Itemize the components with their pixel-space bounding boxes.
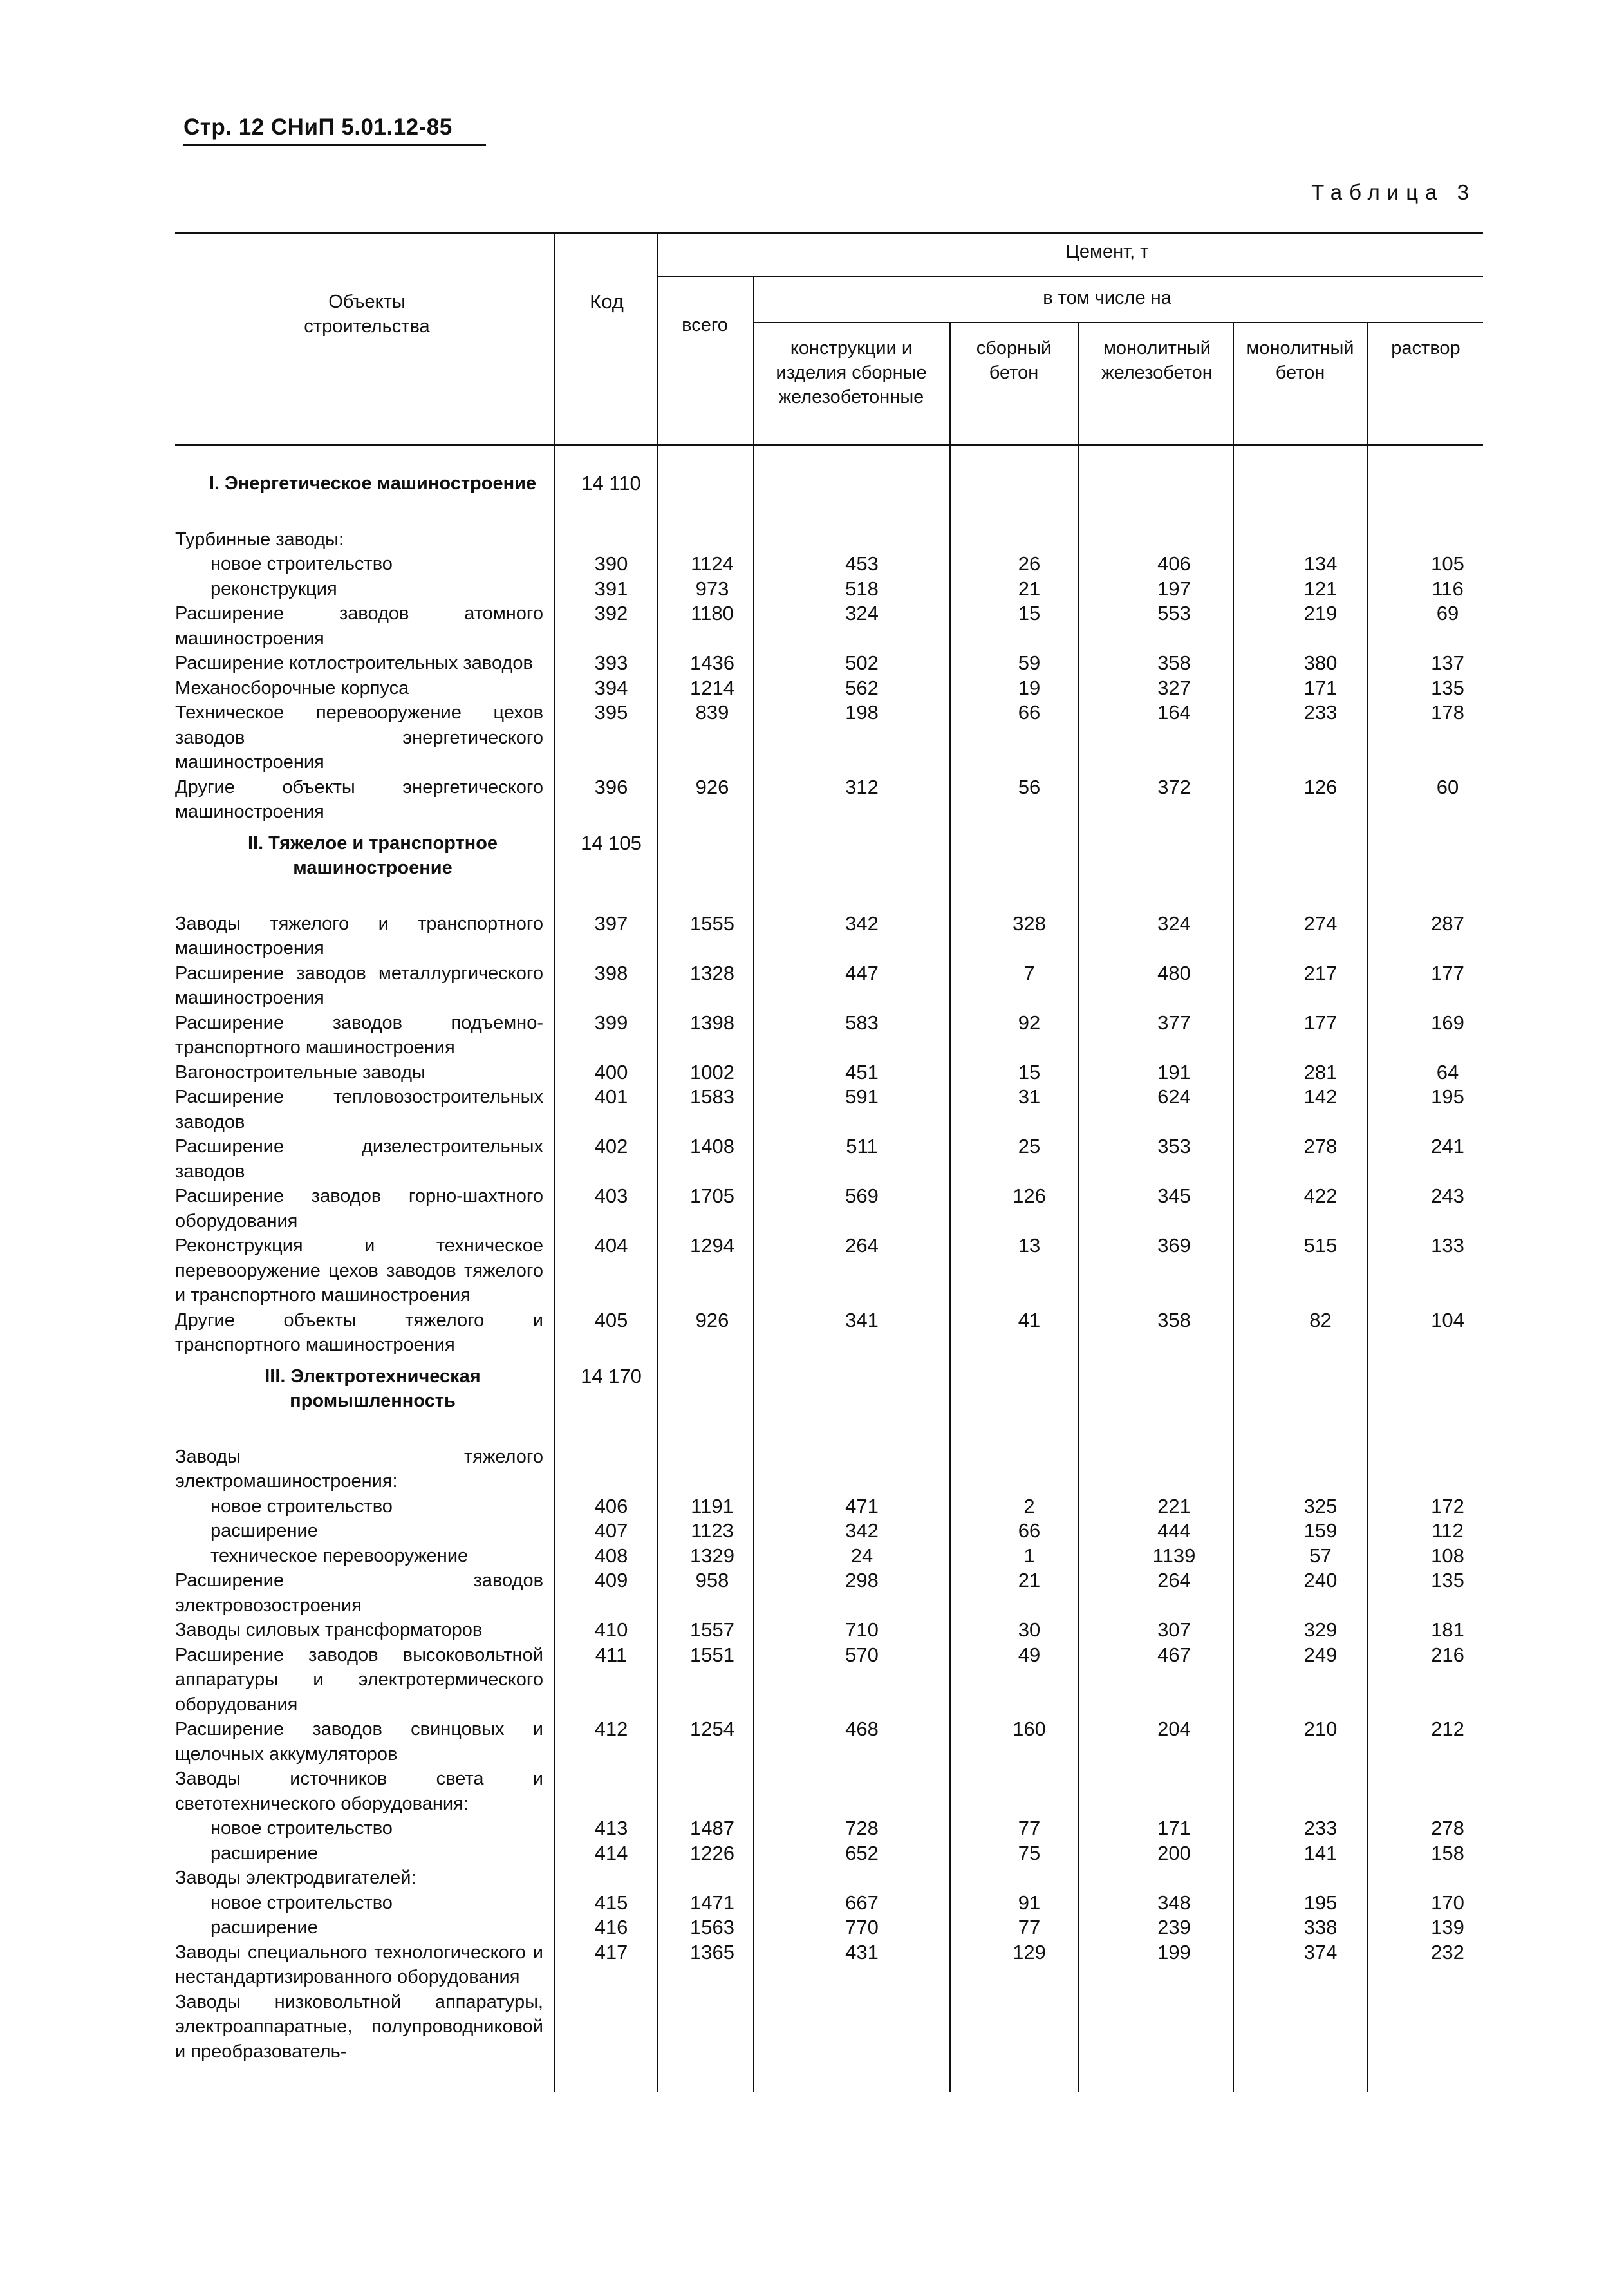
precast-rc-cell: 342 xyxy=(845,1519,879,1542)
object-name: Расширение заводов свинцовых и щелочных аккумуляторов xyxy=(175,1719,543,1765)
total-cell: 1180 xyxy=(691,602,734,624)
total-cell: 1214 xyxy=(690,676,734,699)
table-row xyxy=(175,1011,1482,1060)
monolithic-rc-cell: 324 xyxy=(1157,912,1191,935)
precast-concrete-cell: 15 xyxy=(1018,1060,1041,1083)
precast-concrete-cell: 31 xyxy=(1018,1085,1041,1108)
monolithic-concrete-cell: 219 xyxy=(1303,602,1338,624)
object-name: новое строительство xyxy=(210,1495,393,1517)
code-cell: 413 xyxy=(594,1817,628,1839)
precast-rc-cell: 312 xyxy=(845,775,879,798)
mortar-cell: 135 xyxy=(1431,1569,1464,1591)
header-objects: Объекты строительства xyxy=(304,292,430,337)
precast-rc-cell: 341 xyxy=(845,1308,879,1331)
object-name: Заводы электродвигателей: xyxy=(175,1868,416,1888)
total-cell: 1123 xyxy=(691,1519,734,1542)
table-row xyxy=(175,1816,1482,1841)
object-name: Заводы тяжелого электромашиностроения: xyxy=(175,1446,543,1492)
total-cell: 1551 xyxy=(690,1643,734,1666)
table-row xyxy=(175,1494,1482,1519)
object-name: расширение xyxy=(210,1521,318,1541)
table-row xyxy=(175,1085,1482,1134)
total-cell: 1583 xyxy=(690,1085,734,1108)
precast-rc-cell: 728 xyxy=(845,1817,879,1839)
monolithic-concrete-cell: 177 xyxy=(1303,1011,1338,1034)
monolithic-rc-cell: 200 xyxy=(1157,1841,1191,1864)
total-cell: 1436 xyxy=(690,651,734,674)
table-row xyxy=(175,1717,1482,1766)
monolithic-rc-cell: 480 xyxy=(1157,961,1191,984)
total-cell: 839 xyxy=(695,701,729,724)
precast-rc-cell: 324 xyxy=(845,602,879,624)
mortar-cell: 170 xyxy=(1431,1891,1464,1914)
code-cell: 417 xyxy=(594,1940,628,1963)
precast-concrete-cell: 328 xyxy=(1013,912,1046,935)
table-row xyxy=(175,1544,1482,1569)
precast-concrete-cell: 126 xyxy=(1013,1185,1046,1207)
table-body xyxy=(175,465,1482,2064)
mortar-cell: 178 xyxy=(1431,701,1464,724)
object-name: Заводы специального технологического и нестандартизированного оборудования xyxy=(175,1942,543,1987)
object-name: новое строительство xyxy=(210,1818,393,1839)
precast-concrete-cell: 75 xyxy=(1018,1841,1041,1864)
table-row xyxy=(175,1519,1482,1544)
mortar-cell: 181 xyxy=(1431,1618,1464,1641)
monolithic-concrete-cell: 374 xyxy=(1303,1940,1338,1963)
precast-concrete-cell: 30 xyxy=(1018,1618,1041,1641)
code-cell: 409 xyxy=(594,1569,628,1591)
header-mortar: раствор xyxy=(1391,338,1461,359)
group-row xyxy=(175,1866,1482,1891)
object-name: техническое перевооружение xyxy=(210,1545,469,1566)
table-row xyxy=(175,1643,1482,1718)
code-cell: 399 xyxy=(594,1011,628,1034)
mortar-cell: 133 xyxy=(1431,1234,1464,1257)
table-row xyxy=(175,1233,1482,1308)
precast-rc-cell: 667 xyxy=(845,1891,879,1914)
code-cell: 392 xyxy=(594,602,628,624)
mortar-cell: 139 xyxy=(1431,1916,1464,1938)
precast-rc-cell: 710 xyxy=(845,1618,879,1641)
monolithic-rc-cell: 264 xyxy=(1157,1569,1191,1591)
table-row xyxy=(175,1618,1482,1643)
object-name: реконструкция xyxy=(210,578,337,599)
code-cell: 395 xyxy=(594,701,628,724)
header-monolithic-concrete: монолитный бетон xyxy=(1246,338,1354,383)
monolithic-concrete-cell: 380 xyxy=(1303,651,1338,674)
monolithic-concrete-cell: 422 xyxy=(1303,1185,1338,1207)
table-caption: Таблица 3 xyxy=(1311,180,1476,204)
code-cell: 400 xyxy=(594,1060,628,1083)
section-row xyxy=(175,471,1482,496)
mortar-cell: 104 xyxy=(1431,1308,1464,1331)
monolithic-concrete-cell: 325 xyxy=(1303,1494,1338,1517)
mortar-cell: 216 xyxy=(1431,1643,1464,1666)
monolithic-concrete-cell: 217 xyxy=(1303,961,1338,984)
total-cell: 1191 xyxy=(691,1494,734,1517)
precast-concrete-cell: 160 xyxy=(1013,1718,1046,1740)
monolithic-rc-cell: 221 xyxy=(1157,1494,1191,1517)
code-cell: 411 xyxy=(595,1643,628,1666)
monolithic-concrete-cell: 278 xyxy=(1303,1135,1338,1157)
mortar-cell: 287 xyxy=(1431,912,1464,935)
precast-rc-cell: 24 xyxy=(850,1544,873,1567)
code-cell: 416 xyxy=(594,1916,628,1938)
monolithic-concrete-cell: 82 xyxy=(1309,1308,1332,1331)
header-including: в том числе на xyxy=(1043,288,1171,308)
precast-concrete-cell: 41 xyxy=(1018,1308,1041,1331)
total-cell: 1555 xyxy=(690,912,734,935)
monolithic-concrete-cell: 159 xyxy=(1303,1519,1338,1542)
total-cell: 1398 xyxy=(690,1011,734,1034)
monolithic-rc-cell: 204 xyxy=(1157,1718,1191,1740)
code-cell: 14 110 xyxy=(581,472,641,494)
monolithic-rc-cell: 199 xyxy=(1157,1940,1191,1963)
table-row xyxy=(175,552,1482,577)
code-cell: 408 xyxy=(594,1544,628,1567)
table-row xyxy=(175,1184,1482,1233)
object-name: Заводы силовых трансформаторов xyxy=(175,1620,483,1640)
precast-concrete-cell: 49 xyxy=(1018,1643,1041,1666)
header-total: всего xyxy=(682,315,728,335)
group-row xyxy=(175,1445,1482,1494)
mortar-cell: 195 xyxy=(1431,1085,1464,1108)
precast-rc-cell: 583 xyxy=(845,1011,879,1034)
precast-concrete-cell: 21 xyxy=(1018,1569,1041,1591)
precast-concrete-cell: 25 xyxy=(1018,1135,1041,1157)
code-cell: 14 170 xyxy=(581,1364,642,1387)
precast-rc-cell: 451 xyxy=(845,1060,879,1083)
code-cell: 412 xyxy=(594,1718,628,1740)
precast-rc-cell: 431 xyxy=(845,1940,879,1963)
monolithic-concrete-cell: 142 xyxy=(1303,1085,1338,1108)
mortar-cell: 105 xyxy=(1431,552,1464,575)
precast-concrete-cell: 19 xyxy=(1018,676,1041,699)
precast-rc-cell: 471 xyxy=(845,1494,879,1517)
monolithic-rc-cell: 1139 xyxy=(1152,1544,1196,1567)
table-row xyxy=(175,1841,1482,1866)
monolithic-rc-cell: 171 xyxy=(1157,1817,1191,1839)
table-row xyxy=(175,676,1482,701)
table-row xyxy=(175,700,1482,775)
precast-rc-cell: 570 xyxy=(845,1643,879,1666)
header-cement: Цемент, т xyxy=(1065,241,1149,262)
object-name: Другие объекты энергетического машиностроения xyxy=(175,776,543,822)
object-name: Расширение заводов атомного машиностроения xyxy=(175,603,543,649)
table-row xyxy=(175,775,1482,825)
monolithic-rc-cell: 353 xyxy=(1157,1135,1191,1157)
monolithic-rc-cell: 358 xyxy=(1157,651,1191,674)
header-precast-concrete: сборный бетон xyxy=(976,338,1052,383)
monolithic-concrete-cell: 329 xyxy=(1303,1618,1338,1641)
precast-rc-cell: 569 xyxy=(845,1185,879,1207)
object-name: расширение xyxy=(210,1842,318,1864)
code-cell: 393 xyxy=(594,651,628,674)
code-cell: 397 xyxy=(594,912,628,935)
object-name: Расширение заводов высоковольтной аппаратуры и электротермического оборудования xyxy=(175,1644,543,1715)
code-cell: 410 xyxy=(594,1618,628,1641)
code-cell: 402 xyxy=(594,1135,628,1157)
monolithic-concrete-cell: 141 xyxy=(1303,1841,1338,1864)
code-cell: 396 xyxy=(594,775,628,798)
monolithic-concrete-cell: 281 xyxy=(1303,1060,1338,1083)
mortar-cell: 158 xyxy=(1431,1841,1464,1864)
table-row xyxy=(175,1308,1482,1358)
monolithic-concrete-cell: 126 xyxy=(1303,775,1338,798)
precast-rc-cell: 591 xyxy=(845,1085,879,1108)
mortar-cell: 169 xyxy=(1431,1011,1464,1034)
object-name: новое строительство xyxy=(210,1892,393,1913)
monolithic-concrete-cell: 338 xyxy=(1303,1916,1338,1938)
precast-concrete-cell: 92 xyxy=(1018,1011,1041,1034)
object-name: Расширение заводов электровозостроения xyxy=(175,1570,543,1616)
object-name: Турбинные заводы: xyxy=(175,529,344,550)
header-monolithic-rc: монолитный железобетон xyxy=(1101,338,1213,383)
code-cell: 394 xyxy=(594,676,628,699)
precast-concrete-cell: 7 xyxy=(1023,961,1035,984)
precast-rc-cell: 198 xyxy=(845,701,879,724)
code-cell: 405 xyxy=(594,1308,628,1331)
object-name: Механосборочные корпуса xyxy=(175,677,409,698)
mortar-cell: 243 xyxy=(1431,1185,1464,1207)
code-cell: 404 xyxy=(594,1234,628,1257)
code-cell: 391 xyxy=(594,577,628,600)
table-row xyxy=(175,1891,1482,1916)
total-cell: 1226 xyxy=(690,1841,734,1864)
table-row xyxy=(175,1568,1482,1618)
precast-concrete-cell: 77 xyxy=(1018,1817,1041,1839)
table-row xyxy=(175,1940,1482,1990)
object-name: Расширение дизелестроительных заводов xyxy=(175,1136,543,1182)
monolithic-rc-cell: 372 xyxy=(1157,775,1191,798)
monolithic-rc-cell: 191 xyxy=(1157,1060,1191,1083)
monolithic-rc-cell: 624 xyxy=(1157,1085,1191,1108)
precast-concrete-cell: 77 xyxy=(1018,1916,1041,1938)
precast-rc-cell: 518 xyxy=(845,577,879,600)
monolithic-rc-cell: 348 xyxy=(1157,1891,1191,1914)
monolithic-concrete-cell: 134 xyxy=(1303,552,1338,575)
monolithic-rc-cell: 307 xyxy=(1157,1618,1191,1641)
header-code: Код xyxy=(590,290,624,313)
mortar-cell: 60 xyxy=(1436,775,1459,798)
mortar-cell: 137 xyxy=(1431,651,1464,674)
total-cell: 1705 xyxy=(690,1185,734,1207)
precast-concrete-cell: 56 xyxy=(1018,775,1041,798)
object-name: Техническое перевооружение цехов заводов энергетического машиностроения xyxy=(175,702,543,773)
code-cell: 406 xyxy=(594,1494,628,1517)
code-cell: 403 xyxy=(594,1185,628,1207)
total-cell: 973 xyxy=(695,577,729,600)
precast-concrete-cell: 91 xyxy=(1018,1891,1041,1914)
precast-rc-cell: 342 xyxy=(845,912,879,935)
precast-concrete-cell: 129 xyxy=(1013,1940,1046,1963)
total-cell: 1487 xyxy=(690,1817,734,1839)
header-precast-rc: конструкции и изделия сборные железобетонные xyxy=(776,338,927,408)
mortar-cell: 116 xyxy=(1432,577,1464,600)
precast-rc-cell: 264 xyxy=(845,1234,879,1257)
mortar-cell: 64 xyxy=(1436,1060,1459,1083)
monolithic-concrete-cell: 233 xyxy=(1303,1817,1338,1839)
table-row xyxy=(175,651,1482,676)
monolithic-rc-cell: 444 xyxy=(1157,1519,1191,1542)
object-name: Вагоностроительные заводы xyxy=(175,1062,425,1083)
precast-concrete-cell: 1 xyxy=(1023,1544,1035,1567)
monolithic-concrete-cell: 210 xyxy=(1303,1718,1338,1740)
total-cell: 926 xyxy=(695,775,729,798)
object-name: Расширение заводов металлургического машиностроения xyxy=(175,962,543,1008)
section-title: III. Электротехническая промышленность xyxy=(265,1365,481,1411)
code-cell: 415 xyxy=(594,1891,628,1914)
code-cell: 390 xyxy=(594,552,628,575)
monolithic-rc-cell: 553 xyxy=(1157,602,1191,624)
mortar-cell: 232 xyxy=(1431,1940,1464,1963)
table-row xyxy=(175,1060,1482,1085)
total-cell: 1365 xyxy=(690,1940,734,1963)
monolithic-rc-cell: 406 xyxy=(1157,552,1191,575)
precast-concrete-cell: 66 xyxy=(1018,701,1041,724)
monolithic-concrete-cell: 240 xyxy=(1303,1569,1338,1591)
precast-concrete-cell: 13 xyxy=(1018,1234,1041,1257)
table-row xyxy=(175,1915,1482,1940)
total-cell: 1408 xyxy=(690,1135,734,1157)
total-cell: 1328 xyxy=(690,961,734,984)
monolithic-concrete-cell: 57 xyxy=(1309,1544,1332,1567)
object-name: Расширение заводов подъемно-транспортного машиностроения xyxy=(175,1012,543,1058)
monolithic-concrete-cell: 515 xyxy=(1303,1234,1338,1257)
precast-concrete-cell: 2 xyxy=(1023,1494,1035,1517)
header-bottom-rule xyxy=(175,444,1483,446)
total-cell: 1294 xyxy=(690,1234,734,1257)
code-cell: 14 105 xyxy=(581,831,642,854)
code-cell: 398 xyxy=(594,961,628,984)
table-top-rule xyxy=(175,232,1483,234)
object-name: Реконструкция и техническое перевооружение цехов заводов тяжелого и транспортного машиностроения xyxy=(175,1235,543,1306)
table-row xyxy=(175,601,1482,651)
precast-rc-cell: 770 xyxy=(845,1916,879,1938)
object-name: Другие объекты тяжелого и транспортного машиностроения xyxy=(175,1309,543,1355)
monolithic-rc-cell: 467 xyxy=(1157,1643,1191,1666)
object-name: Заводы низковольтной аппаратуры, электроаппаратные, полупроводниковой и преобразователь- xyxy=(175,1991,543,2062)
monolithic-rc-cell: 327 xyxy=(1157,676,1191,699)
total-cell: 958 xyxy=(695,1569,729,1591)
total-cell: 926 xyxy=(695,1308,729,1331)
precast-concrete-cell: 15 xyxy=(1018,602,1041,624)
precast-concrete-cell: 26 xyxy=(1018,552,1041,575)
monolithic-rc-cell: 197 xyxy=(1157,577,1191,600)
group-row xyxy=(175,1766,1482,1816)
object-name: новое строительство xyxy=(210,554,393,574)
including-rule xyxy=(753,322,1483,323)
monolithic-concrete-cell: 195 xyxy=(1303,1891,1338,1914)
monolithic-rc-cell: 358 xyxy=(1157,1308,1191,1331)
object-name: Расширение котлостроительных заводов xyxy=(175,653,533,673)
total-cell: 1471 xyxy=(690,1891,734,1914)
section-row xyxy=(175,831,1482,881)
precast-rc-cell: 453 xyxy=(845,552,879,575)
monolithic-concrete-cell: 233 xyxy=(1303,701,1338,724)
object-name: Расширение заводов горно-шахтного оборудования xyxy=(175,1186,543,1232)
monolithic-concrete-cell: 249 xyxy=(1303,1643,1338,1666)
precast-concrete-cell: 21 xyxy=(1018,577,1041,600)
monolithic-concrete-cell: 121 xyxy=(1303,577,1338,600)
object-name: Расширение тепловозостроительных заводов xyxy=(175,1087,543,1132)
precast-rc-cell: 447 xyxy=(845,961,879,984)
total-cell: 1557 xyxy=(690,1618,734,1641)
precast-rc-cell: 298 xyxy=(845,1569,879,1591)
mortar-cell: 172 xyxy=(1431,1494,1464,1517)
code-cell: 414 xyxy=(594,1841,628,1864)
mortar-cell: 135 xyxy=(1431,676,1464,699)
group-row xyxy=(175,1990,1482,2065)
precast-concrete-cell: 66 xyxy=(1018,1519,1041,1542)
table-row xyxy=(175,912,1482,961)
monolithic-rc-cell: 369 xyxy=(1157,1234,1191,1257)
monolithic-rc-cell: 239 xyxy=(1157,1916,1191,1938)
monolithic-concrete-cell: 274 xyxy=(1303,912,1338,935)
mortar-cell: 177 xyxy=(1431,961,1464,984)
section-title: II. Тяжелое и транспортное машиностроение xyxy=(247,832,498,878)
total-cell: 1254 xyxy=(690,1718,734,1740)
mortar-cell: 212 xyxy=(1431,1718,1464,1740)
precast-rc-cell: 511 xyxy=(846,1135,878,1157)
mortar-cell: 278 xyxy=(1431,1817,1464,1839)
precast-rc-cell: 502 xyxy=(845,651,879,674)
section-row xyxy=(175,1364,1482,1414)
monolithic-rc-cell: 377 xyxy=(1157,1011,1191,1034)
page-header: Стр. 12 СНиП 5.01.12-85 xyxy=(183,115,486,146)
cement-rule xyxy=(657,276,1483,277)
code-cell: 401 xyxy=(594,1085,628,1108)
mortar-cell: 112 xyxy=(1432,1519,1464,1542)
mortar-cell: 241 xyxy=(1431,1135,1464,1157)
precast-rc-cell: 652 xyxy=(845,1841,879,1864)
monolithic-rc-cell: 164 xyxy=(1157,701,1191,724)
object-name: расширение xyxy=(210,1917,318,1938)
total-cell: 1124 xyxy=(691,552,734,575)
monolithic-rc-cell: 345 xyxy=(1157,1185,1191,1207)
mortar-cell: 108 xyxy=(1431,1544,1464,1567)
table-row xyxy=(175,577,1482,602)
total-cell: 1563 xyxy=(690,1916,734,1938)
mortar-cell: 69 xyxy=(1436,602,1459,624)
monolithic-concrete-cell: 171 xyxy=(1303,676,1338,699)
object-name: Заводы источников света и светотехнического оборудования: xyxy=(175,1768,543,1814)
code-cell: 407 xyxy=(594,1519,628,1542)
group-row xyxy=(175,527,1482,552)
precast-rc-cell: 562 xyxy=(845,676,879,699)
table-row xyxy=(175,961,1482,1011)
table-row xyxy=(175,1134,1482,1184)
section-title: I. Энергетическое машиностроение xyxy=(209,473,537,494)
object-name: Заводы тяжелого и транспортного машиностроения xyxy=(175,913,543,959)
total-cell: 1002 xyxy=(690,1060,734,1083)
precast-rc-cell: 468 xyxy=(845,1718,879,1740)
precast-concrete-cell: 59 xyxy=(1018,651,1041,674)
total-cell: 1329 xyxy=(690,1544,734,1567)
